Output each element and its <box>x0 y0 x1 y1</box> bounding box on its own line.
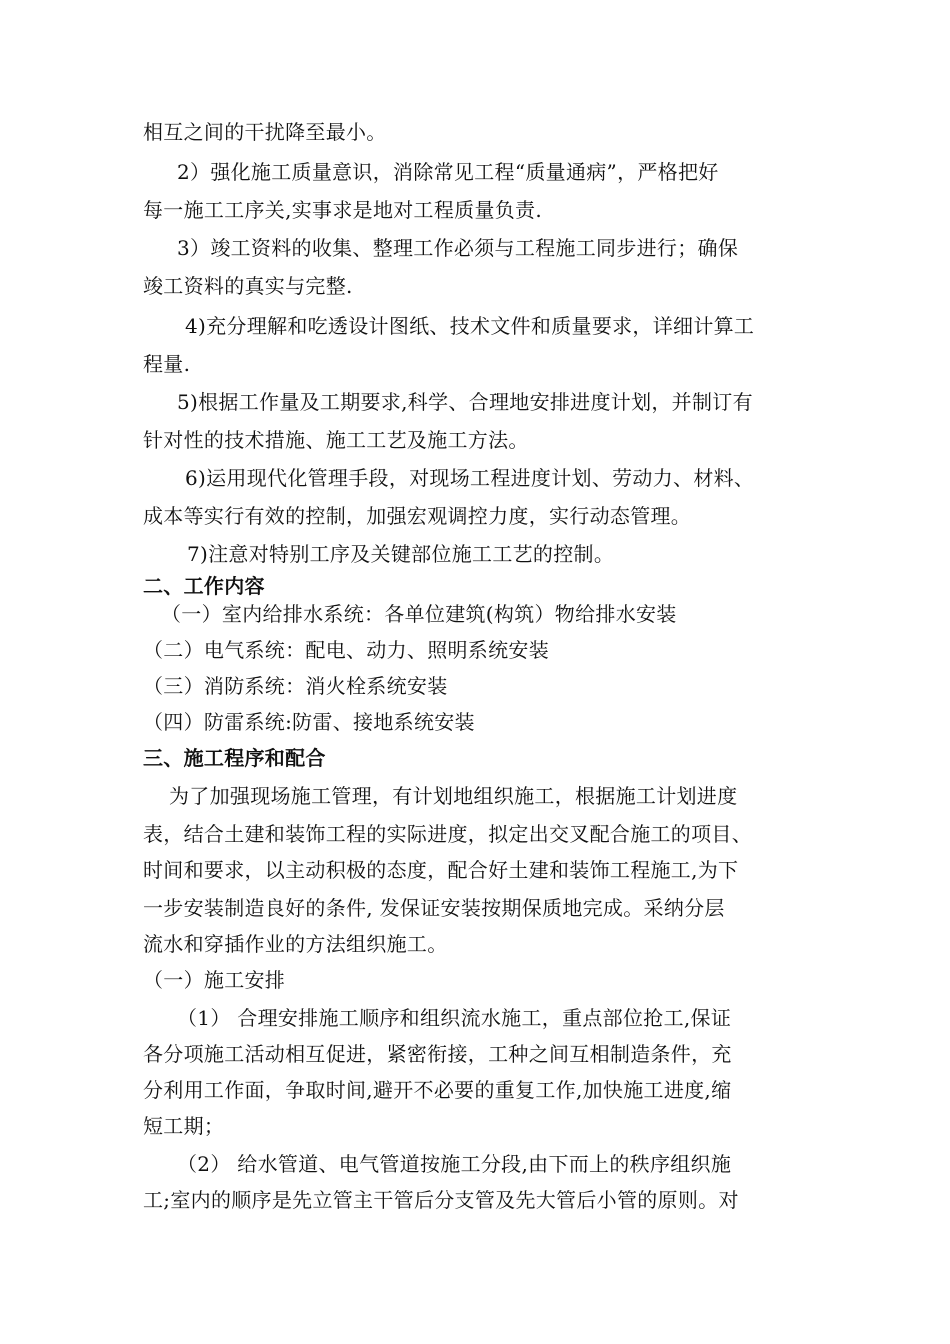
text-line: 5)根据工作量及工期要求,科学、合理地安排进度计划，并制订有 <box>177 390 753 414</box>
text-line: （1） 合理安排施工顺序和组织流水施工，重点部位抢工,保证 <box>177 1006 732 1030</box>
text-line: 时间和要求，以主动积极的态度，配合好土建和装饰工程施工,为下 <box>143 858 739 882</box>
text-line: （2） 给水管道、电气管道按施工分段,由下而上的秩序组织施 <box>177 1152 732 1176</box>
text-line: 2）强化施工质量意识，消除常见工程“质量通病”，严格把好 <box>177 160 719 184</box>
text-line: 分利用工作面，争取时间,避开不必要的重复工作,加快施工进度,缩 <box>143 1078 732 1102</box>
text-line: 工;室内的顺序是先立管主干管后分支管及先大管后小管的原则。对 <box>143 1188 739 1212</box>
text-line: 短工期； <box>143 1114 225 1138</box>
text-line: 表，结合土建和装饰工程的实际进度，拟定出交叉配合施工的项目、 <box>143 822 752 846</box>
text-line: 竣工资料的真实与完整. <box>143 274 353 298</box>
text-line: 各分项施工活动相互促进，紧密衔接，工种之间互相制造条件，充 <box>143 1042 732 1066</box>
section-heading: 三、施工程序和配合 <box>143 746 326 770</box>
text-line: 7)注意对特别工序及关键部位施工工艺的控制。 <box>187 542 615 566</box>
text-line: 针对性的技术措施、施工工艺及施工方法。 <box>143 428 529 452</box>
text-line: （一）施工安排 <box>143 968 286 992</box>
text-line: （四）防雷系统:防雷、接地系统安装 <box>143 710 475 734</box>
text-line: 流水和穿插作业的方法组织施工。 <box>143 932 448 956</box>
text-line: 4)充分理解和吃透设计图纸、技术文件和质量要求，详细计算工 <box>185 314 755 338</box>
text-line: 程量. <box>143 352 191 376</box>
section-heading: 二、工作内容 <box>143 574 265 598</box>
text-line: 6)运用现代化管理手段，对现场工程进度计划、劳动力、材料、 <box>185 466 755 490</box>
text-line: 相互之间的干扰降至最小。 <box>143 120 387 144</box>
text-line: 3）竣工资料的收集、整理工作必须与工程施工同步进行；确保 <box>177 236 739 260</box>
text-line: 一步安装制造良好的条件, 发保证安装按期保质地完成。采纳分层 <box>143 896 725 920</box>
text-line: （二）电气系统：配电、动力、照明系统安装 <box>143 638 549 662</box>
text-line: 成本等实行有效的控制，加强宏观调控力度，实行动态管理。 <box>143 504 692 528</box>
text-line: 为了加强现场施工管理，有计划地组织施工，根据施工计划进度 <box>169 784 738 808</box>
text-line: （一）室内给排水系统：各单位建筑(构筑）物给排水安装 <box>161 602 677 626</box>
text-line: （三）消防系统：消火栓系统安装 <box>143 674 448 698</box>
text-line: 每一施工工序关,实事求是地对工程质量负责. <box>143 198 543 222</box>
